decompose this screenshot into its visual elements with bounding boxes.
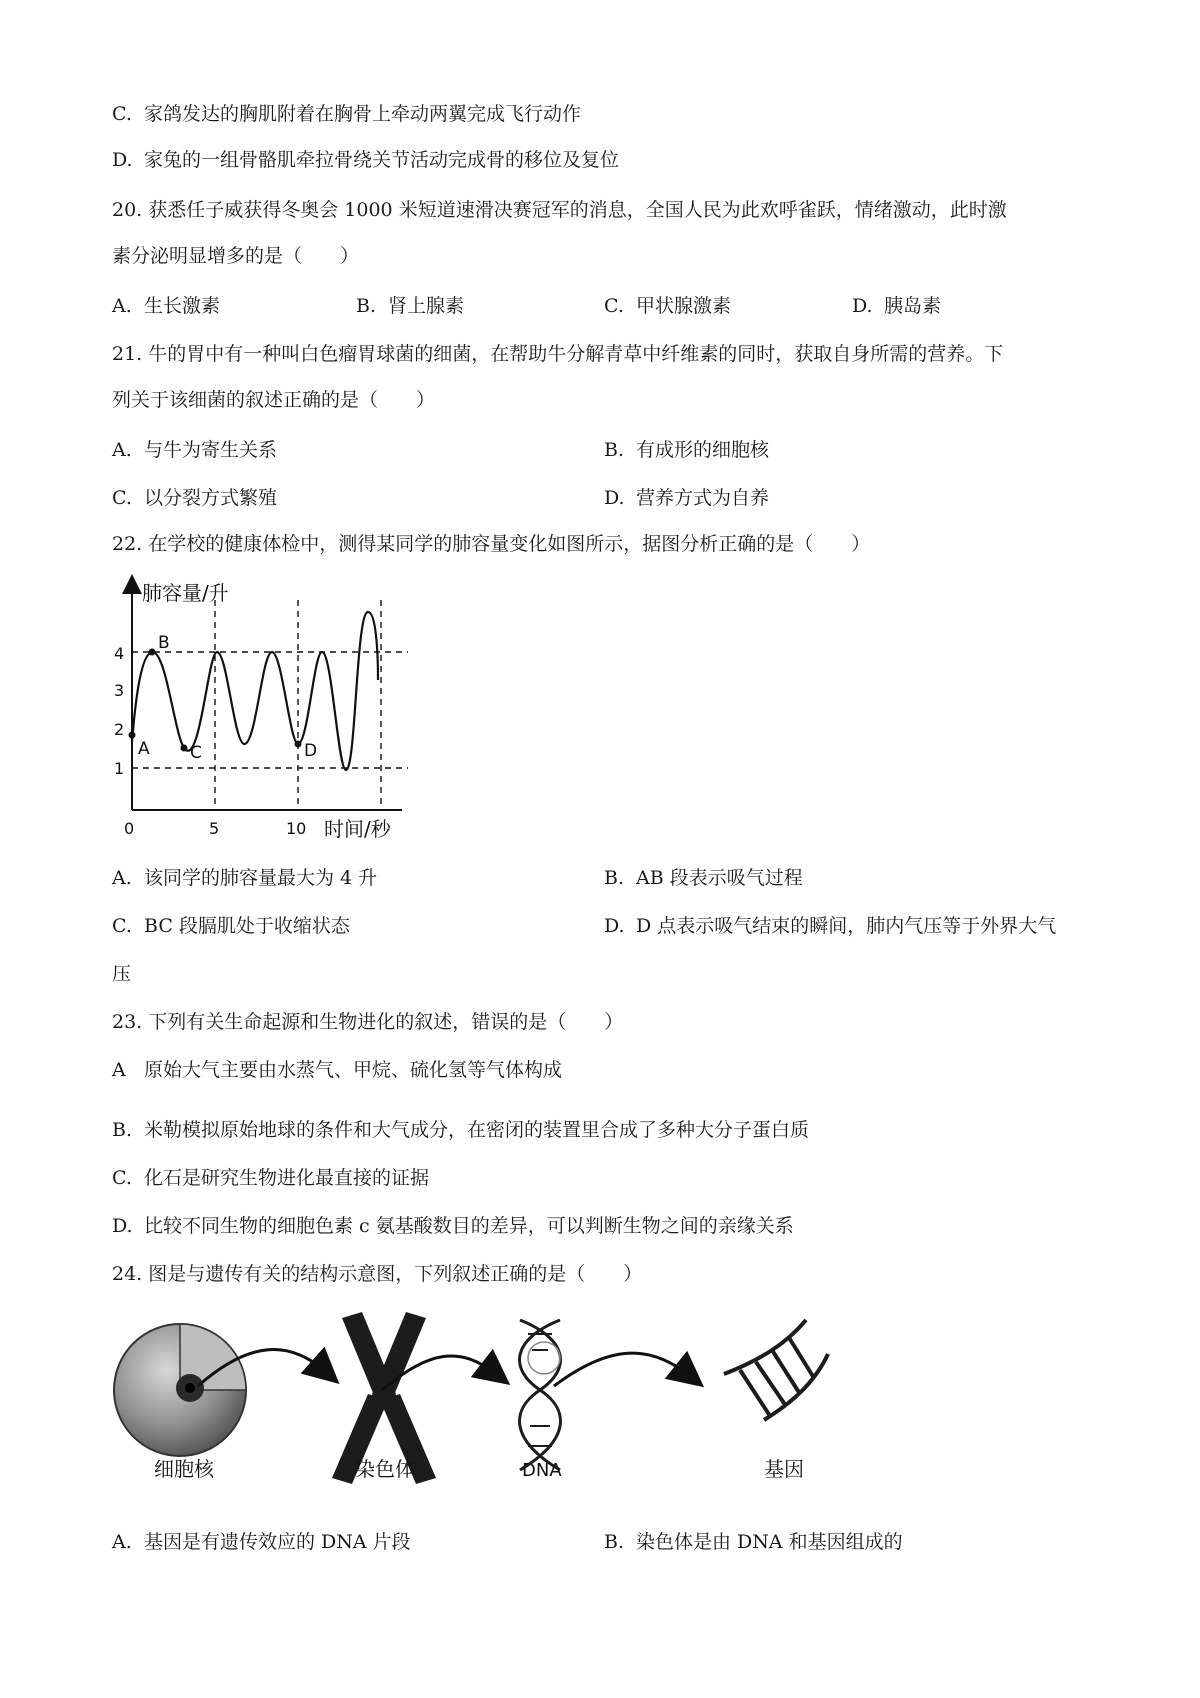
label-dna: DNA <box>522 1460 562 1481</box>
dna-double-helix-icon <box>520 1320 561 1470</box>
cell-nucleus-icon <box>114 1324 246 1456</box>
q23-option-c: C. 化石是研究生物进化最直接的证据 <box>112 1167 430 1189</box>
x-tick-5: 5 <box>209 819 220 838</box>
q21-option-c: C. 以分裂方式繁殖 <box>112 487 278 509</box>
y-tick-2: 2 <box>114 720 125 739</box>
q20-option-b: B. 肾上腺素 <box>356 295 465 317</box>
q23-option-b: B. 米勒模拟原始地球的条件和大气成分，在密闭的装置里合成了多种大分子蛋白质 <box>112 1119 810 1141</box>
q23-option-a: A 原始大气主要由水蒸气、甲烷、硫化氢等气体构成 <box>112 1059 563 1081</box>
x-tick-10: 10 <box>286 819 307 838</box>
y-axis-label: 肺容量/升 <box>142 581 229 605</box>
lung-volume-chart <box>110 572 450 842</box>
q22-option-d-wrap: 压 <box>112 963 132 985</box>
q19-option-d: D. 家兔的一组骨骼肌牵拉骨绕关节活动完成骨的移位及复位 <box>112 149 620 171</box>
label-chromosome: 染色体 <box>355 1457 415 1481</box>
q20-stem-line1: 20. 获悉任子威获得冬奥会 1000 米短道速滑决赛冠军的消息，全国人民为此欢呼雀跃，情绪激动，此时激 <box>112 199 1007 221</box>
q23-stem: 23. 下列有关生命起源和生物进化的叙述，错误的是（ ） <box>112 1011 624 1033</box>
x-axis-label: 时间/秒 <box>324 817 391 841</box>
q23-option-d: D. 比较不同生物的细胞色素 c 氨基酸数目的差异，可以判断生物之间的亲缘关系 <box>112 1215 794 1237</box>
q24-stem: 24. 图是与遗传有关的结构示意图，下列叙述正确的是（ ） <box>112 1263 643 1285</box>
q24-option-a: A. 基因是有遗传效应的 DNA 片段 <box>112 1531 411 1553</box>
q20-option-c: C. 甲状腺激素 <box>604 295 732 317</box>
q22-option-b: B. AB 段表示吸气过程 <box>604 867 803 889</box>
x-tick-0: 0 <box>124 819 135 838</box>
gene-segment-icon <box>724 1320 828 1420</box>
q21-option-b: B. 有成形的细胞核 <box>604 439 770 461</box>
q21-option-d: D. 营养方式为自养 <box>604 487 770 509</box>
q24-option-b: B. 染色体是由 DNA 和基因组成的 <box>604 1531 903 1553</box>
point-c <box>181 745 188 752</box>
point-d-label: D <box>304 741 318 761</box>
point-b <box>149 649 156 656</box>
y-tick-3: 3 <box>114 681 125 700</box>
point-d <box>295 741 302 748</box>
q22-option-c: C. BC 段膈肌处于收缩状态 <box>112 915 350 937</box>
point-b-label: B <box>158 633 170 653</box>
q22-stem: 22. 在学校的健康体检中，测得某同学的肺容量变化如图所示，据图分析正确的是（ ） <box>112 533 871 555</box>
label-gene: 基因 <box>764 1457 804 1481</box>
q20-stem-line2: 素分泌明显增多的是（ ） <box>112 245 360 267</box>
y-tick-1: 1 <box>114 759 125 778</box>
q21-stem-line1: 21. 牛的胃中有一种叫白色瘤胃球菌的细菌，在帮助牛分解青草中纤维素的同时，获取自身所需的营养。下 <box>112 343 1004 365</box>
q21-stem-line2: 列关于该细菌的叙述正确的是（ ） <box>112 389 436 411</box>
label-nucleus: 细胞核 <box>154 1457 214 1481</box>
q19-option-c: C. 家鸽发达的胸肌附着在胸骨上牵动两翼完成飞行动作 <box>112 103 582 125</box>
q20-option-d: D. 胰岛素 <box>852 295 942 317</box>
point-a <box>129 732 136 739</box>
q21-option-a: A. 与牛为寄生关系 <box>112 439 278 461</box>
point-a-label: A <box>138 739 150 759</box>
point-c-label: C <box>190 743 202 763</box>
genetics-structure-diagram <box>110 1300 930 1500</box>
q22-option-d: D. D 点表示吸气结束的瞬间，肺内气压等于外界大气 <box>604 915 1057 937</box>
y-tick-4: 4 <box>114 644 125 663</box>
q20-option-a: A. 生长激素 <box>112 295 221 317</box>
q22-option-a: A. 该同学的肺容量最大为 4 升 <box>112 867 378 889</box>
